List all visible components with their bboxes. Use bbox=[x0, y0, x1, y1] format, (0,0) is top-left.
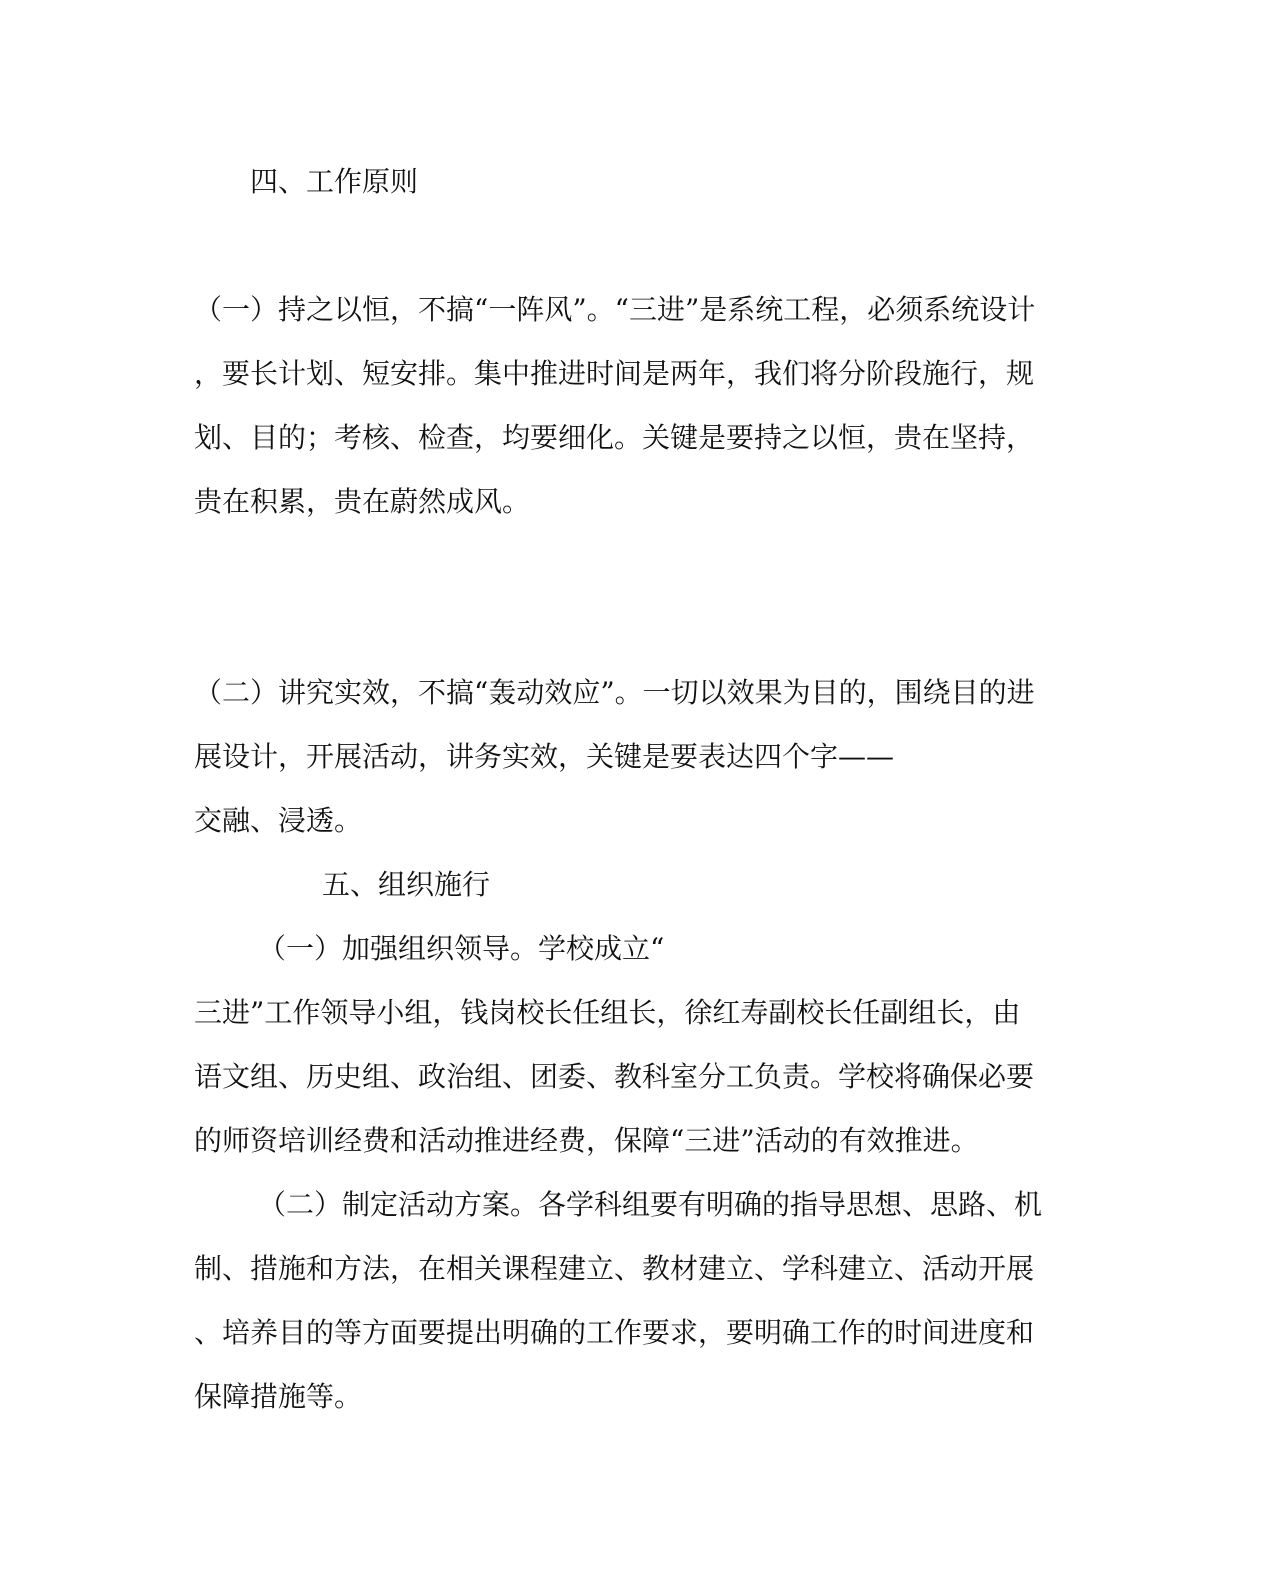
section-4-p2-line-2: 展设计，开展活动，讲务实效，关键是要表达四个字—— bbox=[194, 740, 895, 773]
text-line: （一）持之以恒，不搞“一阵风”。“三进”是系统工程，必须系统设计 bbox=[194, 293, 1036, 326]
section-5-p2-line-3: 、培养目的等方面要提出明确的工作要求，要明确工作的时间进度和 bbox=[194, 1316, 1035, 1349]
section-5-p1-line-3: 语文组、历史组、政治组、团委、教科室分工负责。学校将确保必要 bbox=[194, 1060, 1035, 1093]
section-5-p1-line-2: 三进”工作领导小组，钱岗校长任组长，徐红寿副校长任副组长，由 bbox=[194, 996, 1021, 1029]
section-4-heading: 四、工作原则 bbox=[250, 165, 419, 198]
section-4-p2-line-1: （二）讲究实效，不搞“轰动效应”。一切以效果为目的，围绕目的进 bbox=[194, 676, 1035, 709]
section-4-p1-line-1 bbox=[194, 290, 1052, 330]
section-5-p2-line-1: （二）制定活动方案。各学科组要有明确的指导思想、思路、机 bbox=[258, 1188, 1043, 1221]
section-4-p1-line-3: 划、目的；考核、检查，均要细化。关键是要持之以恒，贵在坚持， bbox=[194, 421, 1035, 454]
section-5-heading: 五、组织施行 bbox=[322, 868, 491, 901]
section-5-p1-line-4: 的师资培训经费和活动推进经费，保障“三进”活动的有效推进。 bbox=[194, 1124, 979, 1157]
section-5-p1-line-1: （一）加强组织领导。学校成立“ bbox=[258, 932, 665, 965]
section-4-p2-line-3: 交融、浸透。 bbox=[194, 804, 363, 837]
section-4-p1-line-2: ，要长计划、短安排。集中推进时间是两年，我们将分阶段施行，规 bbox=[194, 357, 1035, 390]
section-5-p2-line-2: 制、措施和方法，在相关课程建立、教材建立、学科建立、活动开展 bbox=[194, 1252, 1035, 1285]
section-4-p1-line-4: 贵在积累，贵在蔚然成风。 bbox=[194, 485, 531, 518]
section-5-p2-line-4: 保障措施等。 bbox=[194, 1380, 363, 1413]
